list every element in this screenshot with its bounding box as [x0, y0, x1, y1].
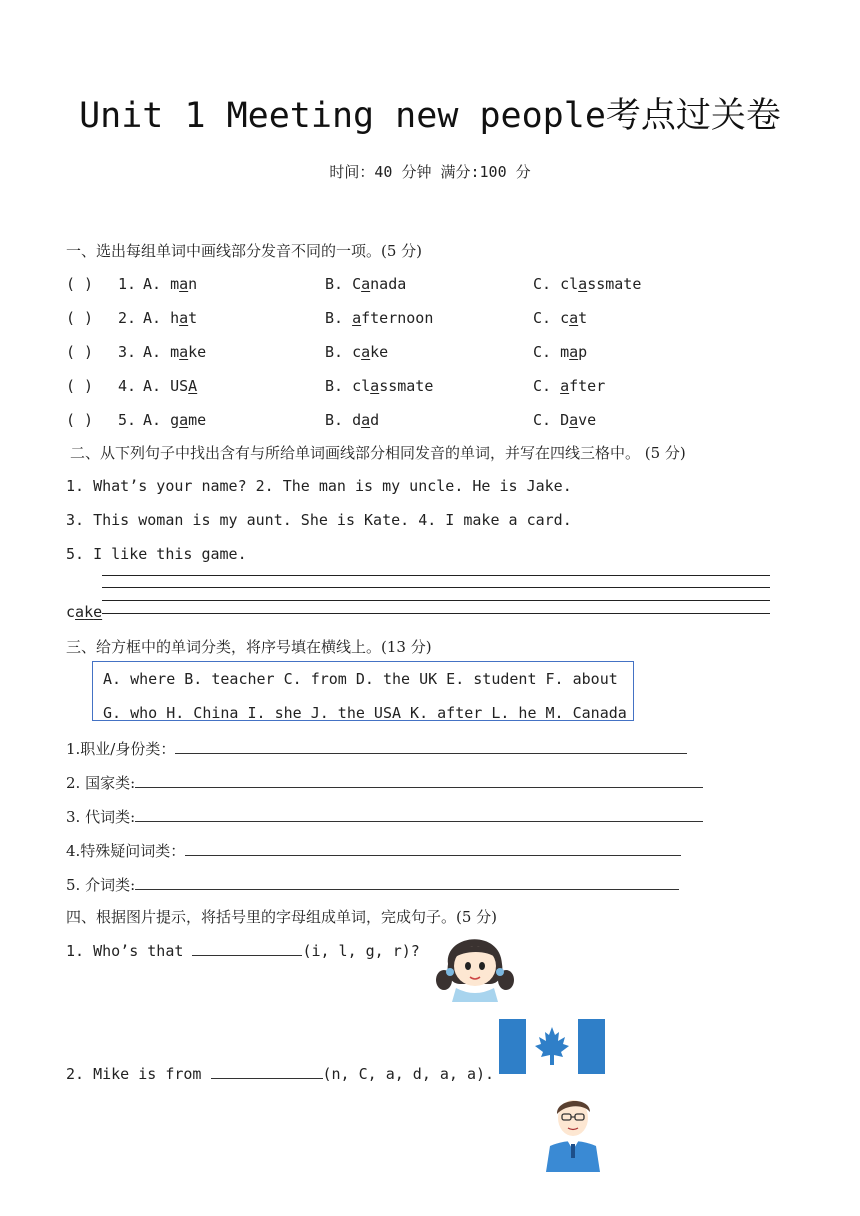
section3-heading: 三、给方框中的单词分类，将序号填在横线上。(13 分) [66, 638, 432, 656]
answer-blank-4[interactable] [185, 841, 681, 856]
answer-bracket[interactable]: ( ) [66, 411, 94, 429]
option-b: B. dad [325, 411, 380, 429]
option-a: A. game [143, 411, 207, 429]
writing-line-2 [102, 587, 770, 588]
option-c: C. Dave [533, 411, 597, 429]
option-c: C. map [533, 343, 588, 361]
option-a: A. hat [143, 309, 198, 327]
girl-picture [430, 924, 522, 1004]
option-b: B. Canada [325, 275, 407, 293]
writing-line-3 [102, 600, 770, 601]
option-c: C. cat [533, 309, 588, 327]
answer-blank-1[interactable] [175, 739, 687, 754]
option-b: B. classmate [325, 377, 434, 395]
option-a: A. make [143, 343, 207, 361]
option-b: B. cake [325, 343, 389, 361]
category-1: 1.职业/身份类： [66, 738, 687, 759]
category-3: 3. 代词类: [66, 806, 703, 827]
option-a: A. man [143, 275, 198, 293]
question-number: 5. [118, 411, 137, 429]
answer-blank-q1[interactable] [192, 941, 302, 956]
question-number: 2. [118, 309, 137, 327]
category-5: 5. 介词类: [66, 874, 679, 895]
category-2: 2. 国家类: [66, 772, 703, 793]
answer-bracket[interactable]: ( ) [66, 377, 94, 395]
section2-sentence-2: 3. This woman is my aunt. She is Kate. 4. I make a card. [66, 511, 572, 529]
writing-line-1 [102, 575, 770, 576]
section1-heading: 一、选出每组单词中画线部分发音不同的一项。(5 分) [66, 242, 423, 260]
title-chinese: 考点过关卷 [605, 96, 781, 136]
answer-blank-q2[interactable] [211, 1064, 323, 1079]
given-word-cake: cake [66, 603, 103, 621]
answer-bracket[interactable]: ( ) [66, 343, 94, 361]
exam-info: 时间：40 分钟 满分:100 分 [329, 163, 531, 181]
question-number: 4. [118, 377, 137, 395]
question-1: 1. Who’s that (i, l, g, r)? [66, 942, 420, 960]
section2-sentence-3: 5. I like this game. [66, 545, 247, 563]
canada-flag-picture [499, 1019, 605, 1074]
category-4: 4.特殊疑问词类： [66, 840, 681, 861]
option-a: A. USA [143, 377, 198, 395]
section2-sentence-1: 1. What’s your name? 2. The man is my uncle. He is Jake. [66, 477, 572, 495]
word-box-line-1: A. where B. teacher C. from D. the UK E. student F. about [103, 670, 618, 688]
page-title [0, 88, 860, 138]
title-english: Unit 1 Meeting new people [79, 96, 606, 136]
man-picture [540, 1094, 606, 1172]
answer-bracket[interactable]: ( ) [66, 309, 94, 327]
answer-blank-2[interactable] [135, 773, 703, 788]
question-2: 2. Mike is from (n, C, a, d, a, a). [66, 1065, 495, 1083]
word-box-line-2: G. who H. China I. she J. the USA K. after L. he M. Canada [103, 704, 627, 722]
writing-line-4 [102, 613, 770, 614]
section4-heading: 四、根据图片提示，将括号里的字母组成单词，完成句子。(5 分) [66, 908, 498, 926]
answer-blank-5[interactable] [135, 875, 679, 890]
option-c: C. classmate [533, 275, 642, 293]
option-c: C. after [533, 377, 606, 395]
option-b: B. afternoon [325, 309, 434, 327]
answer-bracket[interactable]: ( ) [66, 275, 94, 293]
section2-heading: 二、从下列句子中找出含有与所给单词画线部分相同发音的单词，并写在四线三格中。 (5 分) [70, 444, 686, 462]
question-number: 1. [118, 275, 137, 293]
question-number: 3. [118, 343, 137, 361]
answer-blank-3[interactable] [135, 807, 703, 822]
